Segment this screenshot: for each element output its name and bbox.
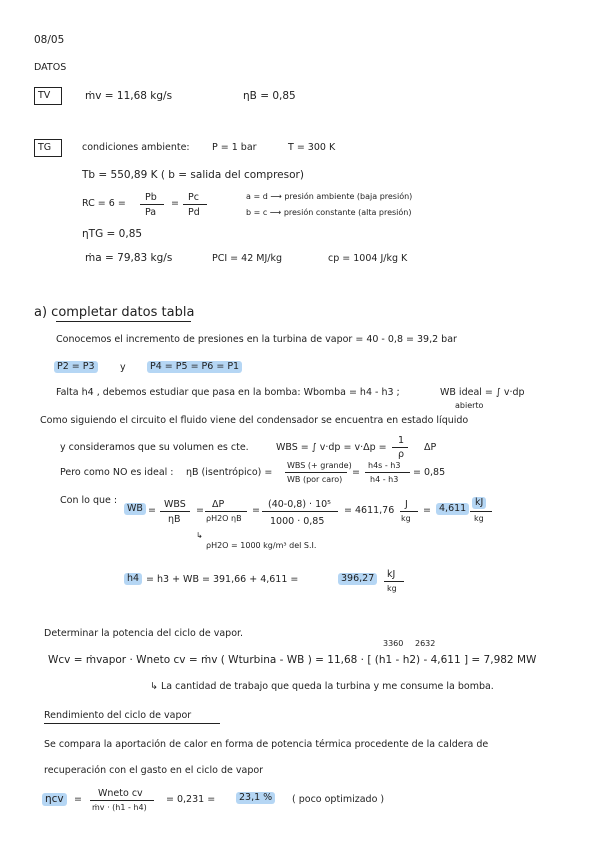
rendimiento-underline — [44, 723, 220, 724]
wcv-equation: Wcv = ṁvapor · Wneto cv = ṁv ( Wturbina - WB ) = 11,68 · [ (h1 - h2) - 4,611 ] = 7,982 MW — [48, 654, 537, 666]
j-unit-num: J — [405, 499, 408, 510]
kj-unit-num: kJ — [472, 497, 486, 509]
rendimiento-line1: Se compara la aportación de calor en forma de potencia térmica procedente de la caldera de — [44, 739, 489, 750]
eta-cv-result: = 0,231 = — [166, 794, 216, 805]
eq-sign-3: = — [196, 505, 204, 516]
h4-equation: = h3 + WB = 391,66 + 4,611 = — [146, 574, 299, 585]
ma-value: ṁa = 79,83 kg/s — [85, 252, 173, 264]
calc-frac-den: 1000 · 0,85 — [270, 516, 325, 527]
frac-one-bar — [392, 447, 408, 448]
ws-frac-bar — [285, 472, 347, 473]
eta-cv-highlight: ηcv — [42, 793, 67, 806]
frac-one: 1 — [398, 435, 405, 446]
con-lo-que: Con lo que : — [60, 495, 118, 506]
wbs-frac-den: ηB — [168, 514, 181, 525]
h1-value-note: 3360 — [383, 639, 404, 648]
eta-frac-num: Wneto cv — [98, 788, 143, 799]
wb-highlight: WB — [124, 503, 146, 515]
not-ideal-line: Pero como NO es ideal : — [60, 467, 174, 478]
eta-cv-percent: 23,1 % — [236, 792, 275, 804]
constant-volume-line: y consideramos que su volumen es cte. — [60, 442, 249, 453]
rc-frac2-den: Pd — [188, 207, 200, 218]
rc-frac2-bar — [183, 204, 207, 205]
p2-p3-highlight: P2 = P3 — [54, 361, 98, 373]
temperature-ambient: T = 300 K — [288, 142, 336, 153]
pump-work-line: Falta h4 , debemos estudiar que pasa en la bomba: Wbomba = h4 - h3 ; — [56, 387, 400, 398]
kj-unit-bar — [470, 511, 492, 512]
h4-highlight: h4 — [124, 573, 142, 585]
section-a-underline — [56, 321, 191, 322]
wbs-equation: WBS = ∫ v·dp = v·Δp = — [276, 442, 387, 453]
rc-frac2-num: Pc — [188, 192, 199, 203]
rc-frac1-num: Pb — [145, 192, 157, 203]
tg-label: TG — [38, 142, 52, 153]
eq-sign-1: = — [352, 467, 360, 478]
condenser-line: Como siguiendo el circuito el fluido viene del condensador se encuentra en estado líquido — [40, 415, 469, 426]
mv-value: ṁv = 11,68 kg/s — [85, 90, 173, 102]
eq-sign-6: = — [74, 794, 82, 805]
conditions-label: condiciones ambiente: — [82, 142, 190, 153]
h4-unit-bar — [384, 581, 404, 582]
pressure-ambient: P = 1 bar — [212, 142, 257, 153]
tb-value: Tb = 550,89 K ( b = salida del compresor) — [82, 169, 304, 181]
kj-unit-den: kg — [474, 514, 484, 523]
rho-note: ρH2O = 1000 kg/m³ del S.I. — [206, 541, 317, 550]
rendimiento-line2: recuperación con el gasto en el ciclo de vapor — [44, 765, 264, 776]
calc-frac-num: (40-0,8) · 10⁵ — [268, 499, 331, 510]
h4-result: 396,27 — [338, 573, 377, 585]
cp-value: cp = 1004 J/kg K — [328, 253, 408, 264]
eta-frac-den: ṁv · (h1 - h4) — [92, 803, 147, 812]
h-frac-den: h4 - h3 — [370, 475, 399, 484]
h4-unit-den: kg — [387, 584, 397, 593]
wbs-frac-num: WBS — [164, 499, 186, 510]
date: 08/05 — [34, 34, 65, 46]
pressure-increment-line: Conocemos el incremento de presiones en la turbina de vapor = 40 - 0,8 = 39,2 bar — [56, 334, 457, 345]
h-frac-num: h4s - h3 — [368, 461, 401, 470]
frac-rho: ρ — [398, 449, 405, 460]
tv-label: TV — [38, 90, 51, 101]
delta-p: ΔP — [424, 442, 437, 453]
j-unit-bar — [400, 511, 418, 512]
abierto-label: abierto — [455, 401, 484, 410]
h4-unit-num: kJ — [387, 569, 396, 580]
rho-arrow: ↳ — [196, 531, 203, 540]
state-ad: a = d ⟶ presión ambiente (baja presión) — [246, 192, 413, 201]
j-unit-den: kg — [401, 514, 411, 523]
dp-frac-den: ρH2O ηB — [206, 514, 242, 523]
eq-sign-4: = — [252, 505, 260, 516]
rc-frac1-den: Pa — [145, 207, 157, 218]
rc-label: RC = 6 = — [82, 198, 126, 209]
section-a-title: a) completar datos tabla — [34, 305, 195, 320]
eta-isentropic: ηB (isentrópico) = — [186, 467, 273, 478]
eq-sign-2: = — [148, 505, 156, 516]
dp-frac-num: ΔP — [212, 499, 225, 510]
ws-frac-num: WBS (+ grande) — [287, 461, 352, 470]
eta-cv-note: ( poco optimizado ) — [292, 794, 385, 805]
eta-tg: ηTG = 0,85 — [82, 228, 143, 240]
eq-sign-5: = — [423, 505, 431, 516]
work-note: ↳ La cantidad de trabajo que queda la turbina y me consume la bomba. — [150, 681, 494, 692]
wb-result-j: = 4611,76 — [344, 505, 395, 516]
pump-ideal-work: WB ideal = ∫ v·dp — [440, 387, 525, 398]
rendimiento-title: Rendimiento del ciclo de vapor — [44, 710, 192, 721]
wbs-frac-bar — [160, 511, 190, 512]
and-word: y — [120, 362, 126, 373]
eta-frac-bar — [90, 800, 154, 801]
rc-frac1-bar — [140, 204, 164, 205]
state-bc: b = c ⟶ presión constante (alta presión) — [246, 208, 412, 217]
h-frac-bar — [365, 472, 410, 473]
ws-frac-den: WB (por caro) — [287, 475, 343, 484]
h2-value-note: 2632 — [415, 639, 436, 648]
calc-frac-bar — [262, 511, 338, 512]
datos-heading: DATOS — [34, 62, 67, 73]
dp-frac-bar — [205, 511, 247, 512]
eta-result: = 0,85 — [413, 467, 446, 478]
wb-result-kj: 4,611 — [436, 503, 469, 515]
pci-value: PCI = 42 MJ/kg — [212, 253, 283, 264]
eta-b: ηB = 0,85 — [243, 90, 296, 102]
potencia-title: Determinar la potencia del ciclo de vapor. — [44, 628, 244, 639]
p4-p5-highlight: P4 = P5 = P6 = P1 — [147, 361, 242, 373]
rc-equals: = — [171, 198, 179, 209]
